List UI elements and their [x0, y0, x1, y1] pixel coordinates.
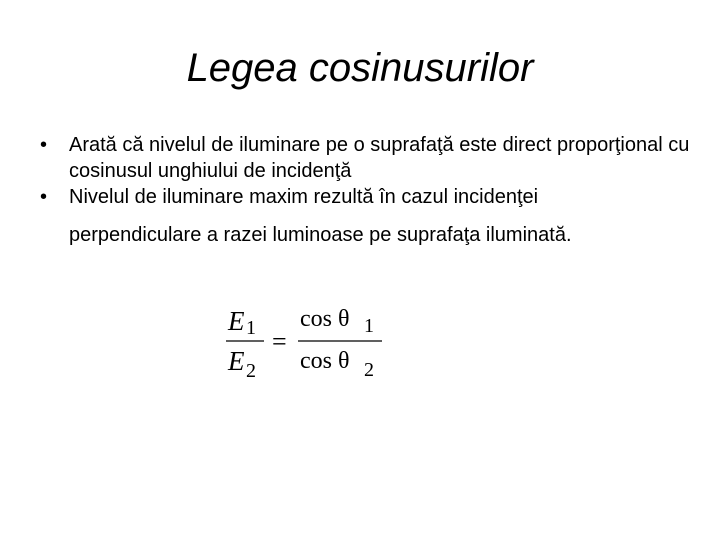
formula-numerator-right: cos θ	[300, 306, 350, 332]
formula-denominator-left-subscript: 2	[246, 360, 256, 382]
slide-title: Legea cosinusurilor	[186, 46, 534, 90]
bullet-item-2	[40, 184, 700, 248]
formula-numerator-right-subscript: 1	[364, 315, 374, 337]
bullet-list	[40, 132, 700, 248]
bullet-marker: •	[40, 134, 48, 156]
bullet-text: Arată că nivelul de iluminare pe o suprafaţă este direct proporţional cu cosinusul unghiului de incidenţă	[69, 134, 690, 182]
bullet-item-1	[40, 132, 700, 184]
formula-numerator-left: E	[228, 306, 245, 336]
bullet-text-line-2: perpendiculare a razei luminoase pe suprafaţa iluminată.	[69, 224, 572, 246]
cosine-law-formula	[222, 300, 392, 390]
formula-denominator-right: cos θ	[300, 348, 350, 374]
formula-numerator-left-subscript: 1	[246, 317, 256, 339]
formula-equals: =	[272, 327, 287, 356]
formula-graphic	[222, 300, 392, 390]
bullet-marker: •	[40, 186, 48, 208]
bullet-text-line-1: Nivelul de iluminare maxim rezultă în cazul incidenţei	[69, 186, 539, 208]
formula-denominator-right-subscript: 2	[364, 359, 374, 381]
formula-denominator-left: E	[228, 346, 245, 376]
